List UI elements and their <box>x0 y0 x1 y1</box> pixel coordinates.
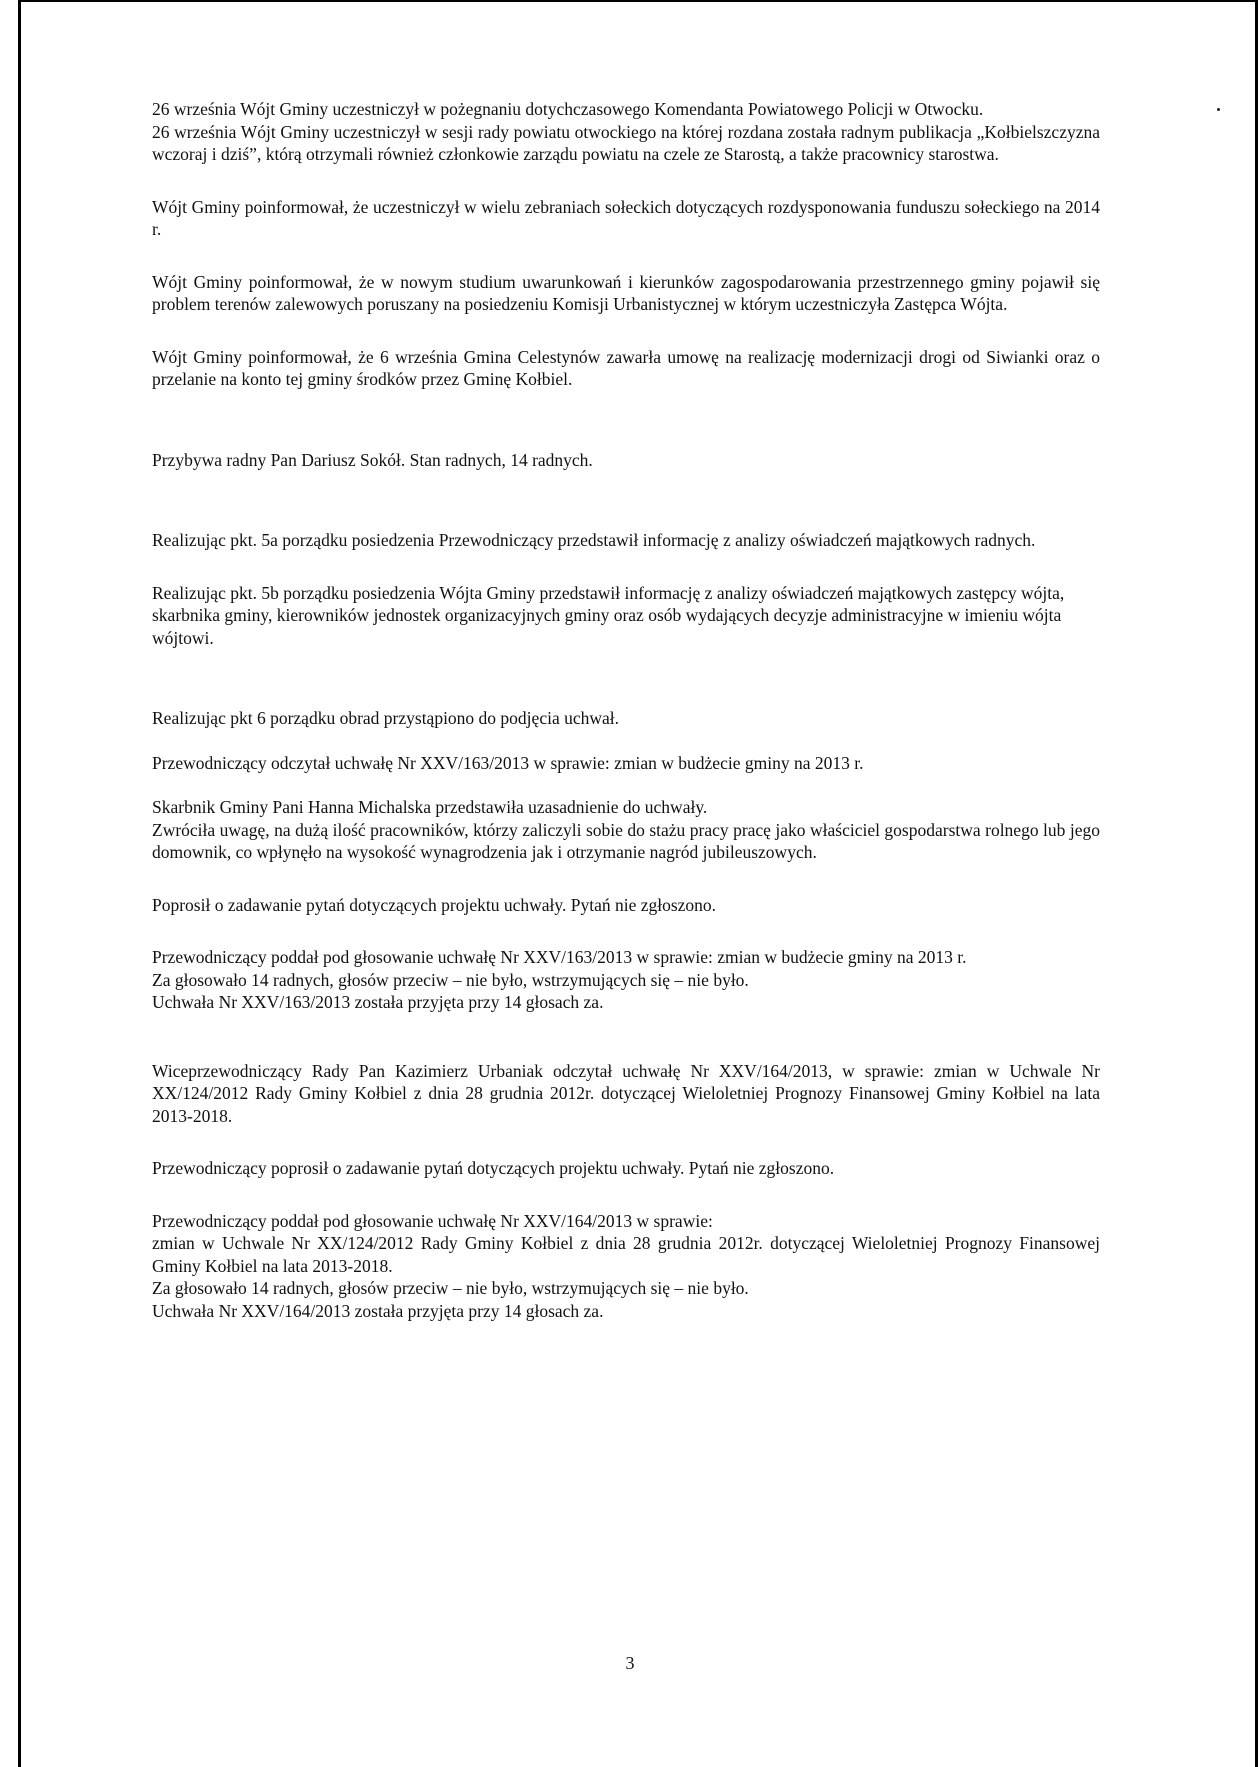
paragraph: Wójt Gminy poinformował, że 6 września Gmina Celestynów zawarła umowę na realizację modernizacji drogi od Siwianki oraz o przelanie na konto tej gminy środków przez Gminę Kołbiel. <box>152 346 1100 389</box>
paragraph: Uchwała Nr XXV/164/2013 została przyjęta przy 14 głosach za. <box>152 1300 604 1321</box>
paragraph: Wójt Gminy poinformował, że w nowym studium uwarunkowań i kierunków zagospodarowania przestrzennego gminy pojawił się problem terenów zalewowych poruszany na posiedzeniu Komisji Urbanistycznej w którym uczestniczyła Zastępca Wójta. <box>152 271 1100 314</box>
paragraph: Realizując pkt. 5b porządku posiedzenia Wójta Gminy przedstawił informację z analizy oświadczeń majątkowych zastępcy wójta, skarbnika gminy, kierowników jednostek organizacyjnych gminy oraz osób wydających decyzje administracyjne w imieniu wójta wójtowi. <box>152 582 1065 648</box>
paragraph: Przewodniczący poddał pod głosowanie uchwałę Nr XXV/164/2013 w sprawie: <box>152 1210 713 1231</box>
scan-artifact <box>1217 108 1220 111</box>
paragraph: Przybywa radny Pan Dariusz Sokół. Stan radnych, 14 radnych. <box>152 449 593 470</box>
paragraph: Skarbnik Gminy Pani Hanna Michalska przedstawiła uzasadnienie do uchwały. <box>152 797 708 817</box>
paragraph: Poprosił o zadawanie pytań dotyczących projektu uchwały. Pytań nie zgłoszono. <box>152 894 717 915</box>
paragraph: zmian w Uchwale Nr XX/124/2012 Rady Gminy Kołbiel z dnia 28 grudnia 2012r. dotyczącej Wieloletniej Prognozy Finansowej Gminy Kołbiel na lata 2013-2018. <box>152 1233 1100 1276</box>
paragraph: 26 września Wójt Gminy uczestniczył w sesji rady powiatu otwockiego na której rozdana została radnym publikacja „Kołbielszczyzna wczoraj i dziś”, którą otrzymali również członkowie zarządu powiatu na czele ze Starostą, a także pracownicy starostwa. <box>152 121 1100 164</box>
paragraph: Realizując pkt. 5a porządku posiedzenia Przewodniczący przedstawił informację z analizy oświadczeń majątkowych radnych. <box>152 530 1036 550</box>
paragraph: Zwróciła uwagę, na dużą ilość pracowników, którzy zaliczyli sobie do stażu pracy pracę jako właściciel gospodarstwa rolnego lub jego domownik, co wpłynęło na wysokość wynagrodzenia jak i otrzymanie nagród jubileuszowych. <box>152 819 1100 862</box>
paragraph: 26 września Wójt Gminy uczestniczył w pożegnaniu dotychczasowego Komendanta Powiatowego Policji w Otwocku. <box>152 99 984 119</box>
paragraph: Za głosowało 14 radnych, głosów przeciw – nie było, wstrzymujących się – nie było. <box>152 969 749 990</box>
paragraph: Wójt Gminy poinformował, że uczestniczył w wielu zebraniach sołeckich dotyczących rozdysponowania funduszu sołeckiego na 2014 r. <box>152 196 1100 239</box>
paragraph: Wiceprzewodniczący Rady Pan Kazimierz Urbaniak odczytał uchwałę Nr XXV/164/2013, w sprawie: zmian w Uchwale Nr XX/124/2012 Rady Gminy Kołbiel z dnia 28 grudnia 2012r. dotyczącej Wieloletniej Prognozy Finansowej Gminy Kołbiel na lata 2013-2018. <box>152 1060 1100 1126</box>
paragraph: Za głosowało 14 radnych, głosów przeciw – nie było, wstrzymujących się – nie było. <box>152 1278 749 1298</box>
paragraph: Uchwała Nr XXV/163/2013 została przyjęta przy 14 głosach za. <box>152 992 604 1012</box>
paragraph: Przewodniczący poddał pod głosowanie uchwałę Nr XXV/163/2013 w sprawie: zmian w budżecie gminy na 2013 r. <box>152 947 967 967</box>
paragraph: Przewodniczący odczytał uchwałę Nr XXV/163/2013 w sprawie: zmian w budżecie gminy na 2013 r. <box>152 752 864 773</box>
paragraph: Przewodniczący poprosił o zadawanie pytań dotyczących projektu uchwały. Pytań nie zgłoszono. <box>152 1158 835 1178</box>
document-body <box>152 98 1100 1322</box>
page-number: 3 <box>625 1653 635 1673</box>
paragraph: Realizując pkt 6 porządku obrad przystąpiono do podjęcia uchwał. <box>152 708 619 728</box>
